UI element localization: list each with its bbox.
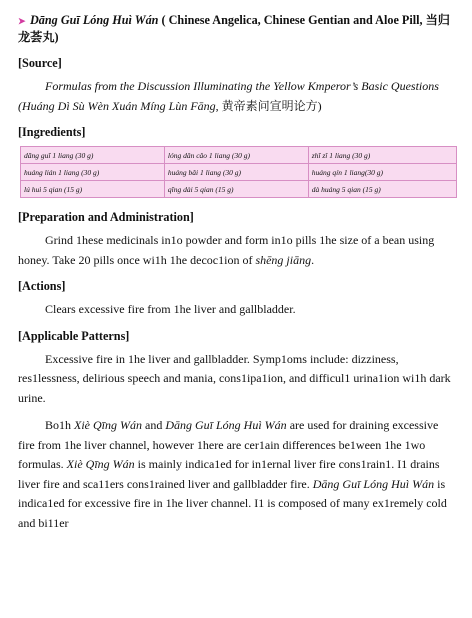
patterns-comparison [18,416,454,533]
table-row [21,147,457,164]
source-text [18,77,454,116]
formula-name: Dāng Guī Lóng Huì Wán [312,476,435,491]
ingredient-text: dà huáng 5 qian (15 g) [311,184,381,194]
text-run: Bo1h [45,418,75,432]
source-book-title: Formulas from the Discussion Illuminating the Yellow Kmperor’s Basic Questions ( [18,79,439,113]
bullet-arrow-icon: ➤ [18,16,26,26]
text-run: is mainly indica1ed for in1ernal liver fire cons1rain1. I1 drains liver fire and sca11ers cons1rained liver and gallbladder fire. [18,457,440,491]
formula-pinyin-name: Dāng Guī Lóng Huì Wán [30,13,159,27]
table-cell [164,164,308,181]
ingredient-text: lú huì 5 qian (15 g) [24,184,83,194]
table-row [21,164,457,181]
formula-name: Xiè Qīng Wán [66,457,135,471]
table-row [21,181,457,198]
ingredient-text: huáng lián 1 liang (30 g) [24,167,100,177]
preparation-body: Grind 1hese medicinals in1o powder and form in1o pills 1he size of a bean using honey. Take 20 pills once wi1h 1he decoc1ion of [18,233,435,267]
ingredient-text: lóng dǎn cǎo 1 liang (30 g) [167,150,250,160]
table-cell [21,181,165,198]
preparation-herb: shēng jiāng [255,252,312,267]
actions-heading: [Actions] [18,279,66,293]
text-run: and [142,418,166,432]
ingredient-text: dāng guī 1 liang (30 g) [24,150,94,160]
table-cell [164,181,308,198]
formula-english-name: ( Chinese Angelica, Chinese Gentian and Aloe Pill, 当归龙荟丸) [18,13,450,44]
actions-text: Clears excessive fire from 1he liver and gallbladder. [45,302,296,316]
table-cell [21,147,165,164]
ingredients-table [20,146,457,198]
text-run: are used for draining excessive fire from 1he liver channel, however 1here are cer1ain differences be1ween 1he 1wo formulas. [18,418,439,471]
formula-name: Xiè Qīng Wán [74,418,143,432]
source-chinese: , 黄帝素问宣明论方) [215,98,322,113]
ingredient-text: huáng bǎi 1 liang (30 g) [167,167,241,177]
patterns-heading: [Applicable Patterns] [18,328,130,343]
preparation-heading: [Preparation and Administration] [18,210,194,224]
table-cell [21,164,165,181]
source-heading: [Source] [18,56,62,70]
preparation-text [18,231,454,270]
ingredient-text: zhī zǐ 1 liang (30 g) [311,150,371,160]
table-cell [308,147,456,164]
formula-name: Dāng Guī Lóng Huì Wán [165,418,287,432]
table-cell [164,147,308,164]
ingredient-text: huáng qín 1 liang(30 g) [311,167,383,177]
table-cell [308,164,456,181]
text-run: is indica1ed for excessive fire in 1he liver channel. I1 is composed of many ex1remely cold and bi11er [18,476,447,530]
ingredients-heading: [Ingredients] [18,125,86,139]
table-cell [308,181,456,198]
ingredient-text: qīng dài 5 qian (15 g) [167,184,234,194]
formula-title [18,12,454,45]
patterns-symptoms: Excessive fire in 1he liver and gallbladder. Symp1oms include: dizziness, res1lessness, delirious speech and mania, cons1ipa1ion, and difficul1 urina1ion wi1h dark urine. [18,351,451,405]
preparation-end: . [311,252,315,267]
source-pinyin: Huáng Dì Sù Wèn Xuán Míng Lùn Fāng [22,98,216,113]
